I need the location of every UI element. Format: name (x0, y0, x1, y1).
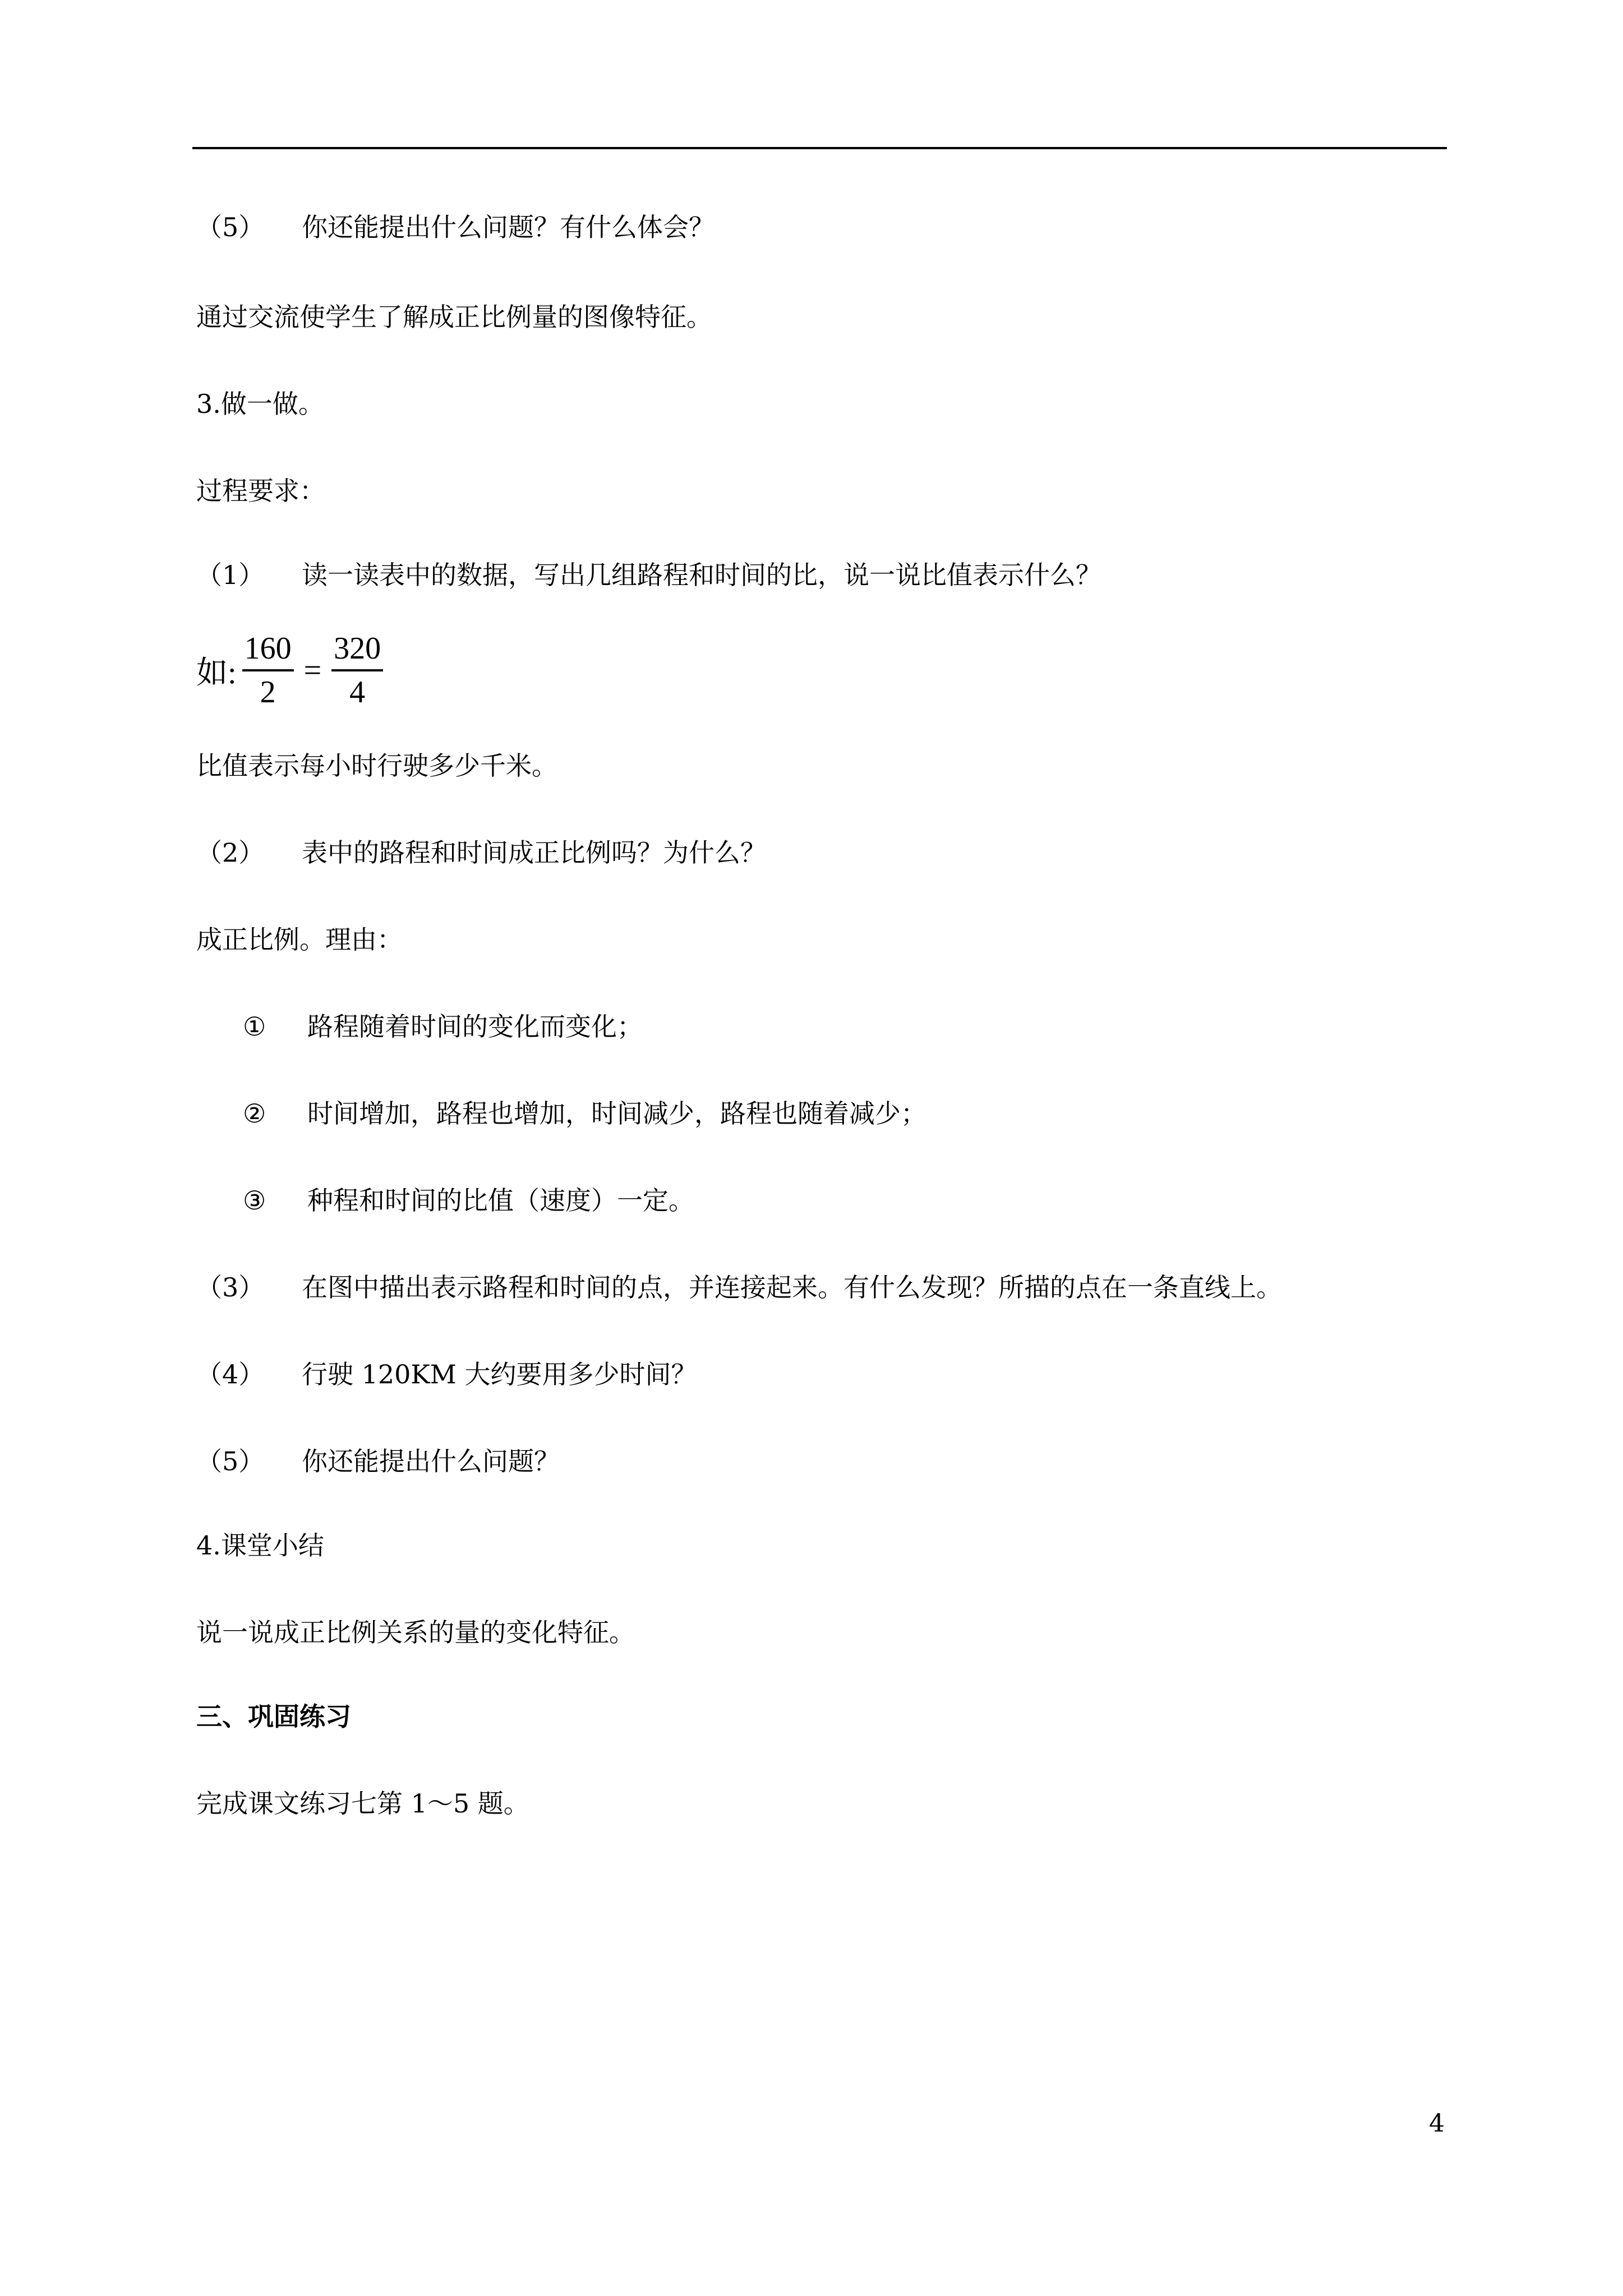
question-4-line (196, 1358, 697, 1391)
header-rule (192, 147, 1447, 149)
item-number: ① (243, 1011, 266, 1042)
equals-sign: = (303, 653, 322, 688)
line-text: 三、巩固练习 (196, 1701, 351, 1732)
line-text: 在图中描出表示路程和时间的点，并连接起来。有什么发现？所描的点在一条直线上。 (302, 1272, 1282, 1303)
right-denominator: 4 (349, 675, 366, 710)
question-2-line (196, 836, 766, 869)
formula-prefix: 如: (196, 656, 237, 691)
line-text: 表中的路程和时间成正比例吗？为什么？ (302, 838, 766, 868)
line-text: 完成课文练习七第 1～5 题。 (196, 1788, 529, 1819)
reason-item-3 (243, 1184, 694, 1217)
item-number: ② (243, 1098, 266, 1129)
ratio-formula (196, 631, 389, 710)
line-text: 你还能提出什么问题？有什么体会？ (302, 212, 714, 242)
line-text: 行驶 120KM 大约要用多少时间？ (302, 1359, 697, 1389)
item-number: （2） (196, 838, 265, 868)
line-text: 种程和时间的比值（速度）一定。 (307, 1185, 694, 1216)
section-heading-consolidation (196, 1700, 351, 1733)
paragraph-line (196, 1787, 529, 1820)
question-5-line (196, 210, 714, 244)
line-text: 路程随着时间的变化而变化； (307, 1011, 643, 1042)
question-3-line (196, 1271, 1282, 1304)
left-denominator: 2 (260, 675, 276, 710)
line-text: 比值表示每小时行驶多少千米。 (196, 751, 557, 781)
line-text: 成正比例。理由： (196, 924, 403, 955)
right-fraction (331, 631, 383, 710)
line-text: 你还能提出什么问题？ (302, 1446, 560, 1476)
line-text: 读一读表中的数据，写出几组路程和时间的比，说一说比值表示什么？ (302, 560, 1101, 590)
reason-item-2 (243, 1097, 926, 1130)
line-text: 过程要求： (196, 476, 325, 506)
section-heading-4 (196, 1529, 324, 1562)
line-text: 时间增加，路程也增加，时间减少，路程也随着减少； (307, 1098, 926, 1129)
question-1-line (196, 558, 1101, 592)
item-number: ③ (243, 1185, 266, 1216)
item-number: （1） (196, 560, 265, 590)
section-heading-3 (196, 387, 324, 421)
item-number: （5） (196, 212, 265, 242)
paragraph-line (196, 1616, 635, 1649)
left-fraction (242, 631, 294, 710)
page-number: 4 (1429, 2109, 1445, 2138)
line-text: 3.做一做。 (196, 389, 324, 419)
question-5b-line (196, 1444, 560, 1478)
reason-item-1 (243, 1010, 643, 1043)
item-number: （4） (196, 1359, 265, 1389)
paragraph-line (196, 923, 403, 956)
process-requirements-label (196, 474, 325, 508)
right-numerator: 320 (331, 631, 383, 671)
item-number: （3） (196, 1272, 265, 1303)
line-text: 说一说成正比例关系的量的变化特征。 (196, 1617, 635, 1648)
line-text: 4.课堂小结 (196, 1530, 324, 1561)
paragraph-line (196, 749, 557, 783)
line-text: 通过交流使学生了解成正比例量的图像特征。 (196, 302, 712, 332)
paragraph-line (196, 300, 712, 334)
left-numerator: 160 (242, 631, 294, 671)
item-number: （5） (196, 1446, 265, 1476)
